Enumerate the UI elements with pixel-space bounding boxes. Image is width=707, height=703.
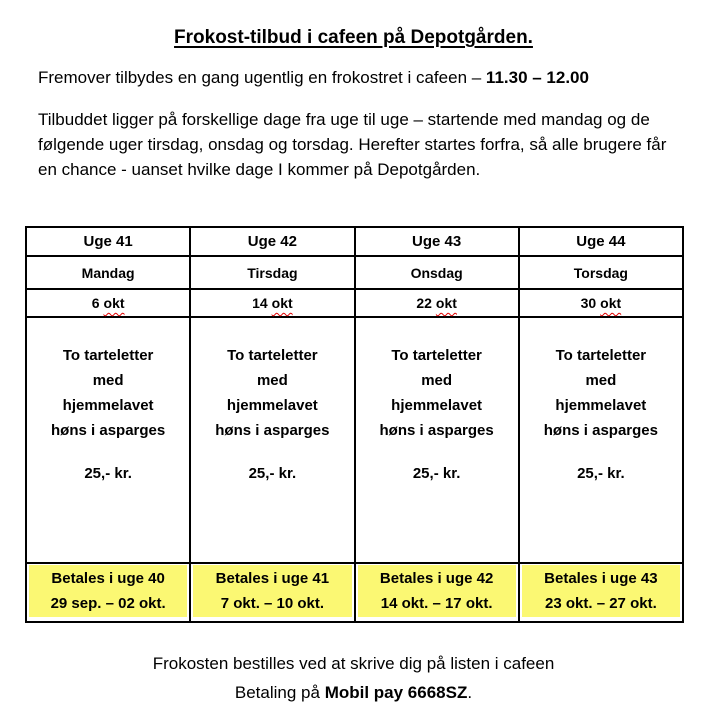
date-number: 22	[416, 295, 432, 311]
menu-line: med	[92, 372, 124, 389]
menu-line: To tarteletter	[62, 347, 154, 364]
day-cell: Tirsdag	[190, 256, 354, 289]
payment-cell	[355, 563, 519, 622]
price-label: 25,- kr.	[248, 465, 297, 482]
date-month-spellcheck: okt	[103, 295, 125, 311]
payment-week-line: Betales i uge 42	[379, 570, 494, 587]
payment-week-line: Betales i uge 41	[215, 570, 330, 587]
price-label: 25,- kr.	[412, 465, 461, 482]
date-number: 6	[91, 295, 100, 311]
menu-cell	[355, 317, 519, 563]
payment-cell	[190, 563, 354, 622]
week-header-cell: Uge 42	[190, 227, 354, 256]
menu-line: høns i asparges	[51, 422, 166, 439]
menu-line: hjemmelavet	[226, 397, 318, 414]
page-title	[0, 27, 707, 49]
day-cell: Mandag	[26, 256, 190, 289]
date-number: 14	[252, 295, 268, 311]
menu-line: To tarteletter	[555, 347, 647, 364]
date-month-spellcheck: okt	[600, 295, 622, 311]
day-row	[26, 256, 683, 289]
footer-payment-period: .	[467, 683, 473, 702]
menu-line: To tarteletter	[227, 347, 318, 364]
day-cell: Torsdag	[519, 256, 683, 289]
payment-dates-line: 29 sep. – 02 okt.	[50, 595, 166, 612]
payment-highlight	[358, 565, 516, 617]
price-label: 25,- kr.	[84, 465, 132, 482]
date-month-spellcheck: okt	[271, 295, 293, 311]
menu-line: med	[421, 372, 453, 389]
payment-dates-line: 14 okt. – 17 okt.	[380, 595, 493, 612]
payment-week-line: Betales i uge 40	[51, 570, 165, 587]
week-header-cell: Uge 43	[355, 227, 519, 256]
date-cell	[355, 289, 519, 317]
menu-cell	[519, 317, 683, 563]
menu-cell	[26, 317, 190, 563]
intro-paragraph	[38, 65, 677, 90]
payment-cell	[26, 563, 190, 622]
week-header-cell: Uge 41	[26, 227, 190, 256]
menu-line: To tarteletter	[391, 347, 482, 364]
payment-week-line: Betales i uge 43	[544, 570, 658, 587]
intro-time-range: 11.30 – 12.00	[485, 68, 589, 87]
date-number: 30	[580, 295, 597, 311]
day-cell: Onsdag	[355, 256, 519, 289]
menu-line: hjemmelavet	[62, 397, 154, 414]
menu-line: hjemmelavet	[555, 397, 647, 414]
menu-row	[26, 317, 683, 563]
lunch-schedule-table	[25, 226, 684, 623]
date-month-spellcheck: okt	[435, 295, 457, 311]
footer-payment-text: Betaling på	[234, 683, 325, 702]
price-label: 25,- kr.	[577, 465, 625, 482]
payment-cell	[519, 563, 683, 622]
week-header-cell: Uge 44	[519, 227, 683, 256]
menu-line: med	[256, 372, 288, 389]
payment-dates-line: 7 okt. – 10 okt.	[220, 595, 325, 612]
menu-line: høns i asparges	[543, 422, 658, 439]
menu-line: hjemmelavet	[391, 397, 483, 414]
menu-cell	[190, 317, 354, 563]
payment-dates-line: 23 okt. – 27 okt.	[545, 595, 657, 612]
menu-line: høns i asparges	[379, 422, 494, 439]
menu-line: med	[585, 372, 617, 389]
page-title-text: Frokost-tilbud i cafeen på Depotgården.	[174, 27, 533, 48]
payment-highlight	[29, 565, 187, 617]
footer-payment-note	[0, 683, 707, 703]
menu-line: høns i asparges	[215, 422, 330, 439]
intro-text: Fremover tilbydes en gang ugentlig en frokostret i cafeen –	[38, 68, 486, 87]
week-header-row	[26, 227, 683, 256]
date-row	[26, 289, 683, 317]
date-cell	[519, 289, 683, 317]
date-cell	[26, 289, 190, 317]
payment-row	[26, 563, 683, 622]
payment-highlight	[193, 565, 351, 617]
date-cell	[190, 289, 354, 317]
description-paragraph: Tilbuddet ligger på forskellige dage fra uge til uge – startende med mandag og de følgende uger tirsdag, onsdag og torsdag. Herefter startes forfra, så alle brugere får en chance - uanset hvilke dage I kommer på Depotgården.	[38, 110, 667, 179]
footer-order-note: Frokosten bestilles ved at skrive dig på listen i cafeen	[152, 654, 555, 673]
payment-highlight	[522, 565, 680, 617]
mobilepay-number: Mobil pay 6668SZ	[324, 683, 468, 702]
